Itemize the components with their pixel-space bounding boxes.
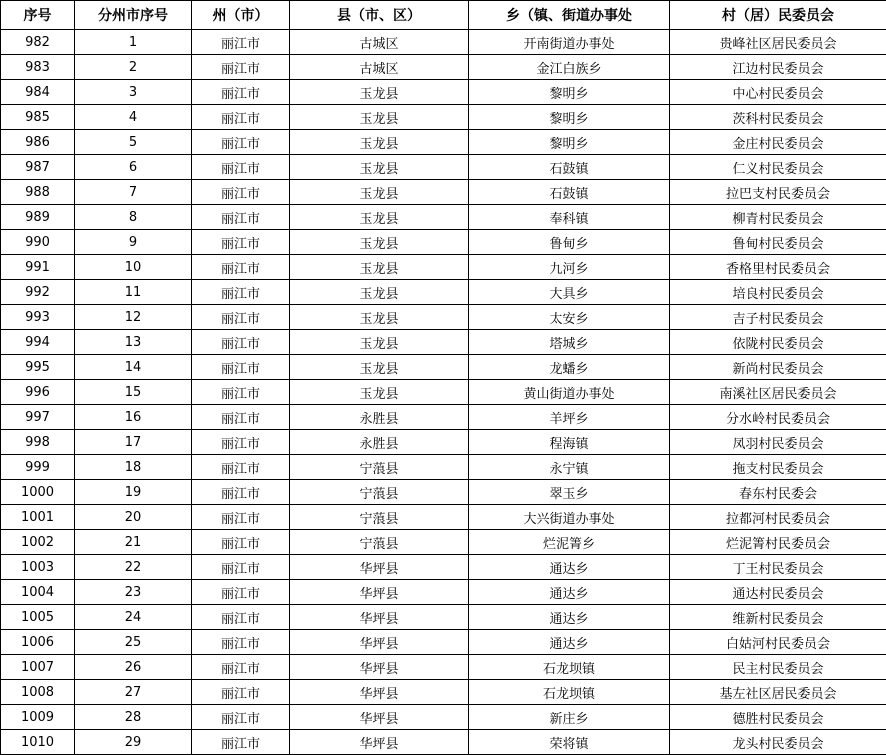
county-cell: 宁蒗县: [290, 530, 469, 555]
village-committee-cell: 维新村民委员会: [670, 605, 886, 630]
prefecture-serial-cell: 5: [75, 130, 192, 155]
prefecture-serial-cell: 9: [75, 230, 192, 255]
prefecture-serial-cell: 14: [75, 355, 192, 380]
county-cell: 玉龙县: [290, 230, 469, 255]
serial-number-cell: 1003: [1, 555, 75, 580]
village-committee-cell: 中心村民委员会: [670, 80, 886, 105]
serial-number-cell: 983: [1, 55, 75, 80]
prefecture-cell: 丽江市: [192, 555, 290, 580]
township-cell: 荣将镇: [469, 730, 670, 755]
prefecture-serial-cell: 4: [75, 105, 192, 130]
table-row: [1, 330, 886, 355]
prefecture-serial-cell: 27: [75, 680, 192, 705]
county-cell: 永胜县: [290, 430, 469, 455]
serial-number-cell: 991: [1, 255, 75, 280]
prefecture-serial-cell: 3: [75, 80, 192, 105]
serial-number-cell: 1004: [1, 580, 75, 605]
prefecture-cell: 丽江市: [192, 280, 290, 305]
table-row: [1, 230, 886, 255]
serial-number-cell: 996: [1, 380, 75, 405]
village-committee-cell: 拉都河村民委员会: [670, 505, 886, 530]
township-cell: 黄山街道办事处: [469, 380, 670, 405]
table-row: [1, 455, 886, 480]
prefecture-cell: 丽江市: [192, 705, 290, 730]
township-cell: 通达乡: [469, 580, 670, 605]
village-committee-cell: 仁义村民委员会: [670, 155, 886, 180]
village-committee-cell: 德胜村民委员会: [670, 705, 886, 730]
township-cell: 太安乡: [469, 305, 670, 330]
prefecture-cell: 丽江市: [192, 605, 290, 630]
prefecture-serial-cell: 24: [75, 605, 192, 630]
township-cell: 烂泥箐乡: [469, 530, 670, 555]
prefecture-cell: 丽江市: [192, 680, 290, 705]
township-cell: 黎明乡: [469, 130, 670, 155]
prefecture-serial-cell: 23: [75, 580, 192, 605]
serial-number-cell: 985: [1, 105, 75, 130]
township-cell: 黎明乡: [469, 105, 670, 130]
prefecture-serial-cell: 1: [75, 30, 192, 55]
township-cell: 翠玉乡: [469, 480, 670, 505]
county-cell: 古城区: [290, 30, 469, 55]
prefecture-cell: 丽江市: [192, 230, 290, 255]
county-cell: 玉龙县: [290, 130, 469, 155]
serial-number-cell: 992: [1, 280, 75, 305]
table-row: [1, 30, 886, 55]
serial-number-cell: 994: [1, 330, 75, 355]
village-committee-cell: 依陇村民委员会: [670, 330, 886, 355]
county-cell: 宁蒗县: [290, 505, 469, 530]
township-cell: 黎明乡: [469, 80, 670, 105]
township-cell: 大兴街道办事处: [469, 505, 670, 530]
prefecture-cell: 丽江市: [192, 130, 290, 155]
township-cell: 塔城乡: [469, 330, 670, 355]
village-committee-cell: 香格里村民委员会: [670, 255, 886, 280]
prefecture-serial-cell: 22: [75, 555, 192, 580]
county-cell: 华坪县: [290, 655, 469, 680]
prefecture-serial-cell: 13: [75, 330, 192, 355]
prefecture-cell: 丽江市: [192, 205, 290, 230]
header-prefecture-serial-number: 分州市序号: [75, 1, 192, 30]
county-cell: 玉龙县: [290, 255, 469, 280]
prefecture-serial-cell: 18: [75, 455, 192, 480]
township-cell: 石鼓镇: [469, 155, 670, 180]
serial-number-cell: 997: [1, 405, 75, 430]
prefecture-serial-cell: 28: [75, 705, 192, 730]
table-row: [1, 655, 886, 680]
prefecture-serial-cell: 16: [75, 405, 192, 430]
serial-number-cell: 987: [1, 155, 75, 180]
serial-number-cell: 1002: [1, 530, 75, 555]
prefecture-serial-cell: 19: [75, 480, 192, 505]
county-cell: 玉龙县: [290, 380, 469, 405]
serial-number-cell: 1010: [1, 730, 75, 755]
prefecture-cell: 丽江市: [192, 330, 290, 355]
prefecture-serial-cell: 8: [75, 205, 192, 230]
table-row: [1, 180, 886, 205]
prefecture-serial-cell: 12: [75, 305, 192, 330]
serial-number-cell: 995: [1, 355, 75, 380]
serial-number-cell: 1000: [1, 480, 75, 505]
prefecture-cell: 丽江市: [192, 30, 290, 55]
township-cell: 金江白族乡: [469, 55, 670, 80]
township-cell: 奉科镇: [469, 205, 670, 230]
county-cell: 玉龙县: [290, 280, 469, 305]
prefecture-cell: 丽江市: [192, 405, 290, 430]
prefecture-cell: 丽江市: [192, 505, 290, 530]
county-cell: 华坪县: [290, 555, 469, 580]
serial-number-cell: 998: [1, 430, 75, 455]
serial-number-cell: 993: [1, 305, 75, 330]
table-row: [1, 580, 886, 605]
table-row: [1, 405, 886, 430]
serial-number-cell: 990: [1, 230, 75, 255]
village-committee-cell: 南溪社区居民委员会: [670, 380, 886, 405]
village-committee-cell: 烂泥箐村民委员会: [670, 530, 886, 555]
county-cell: 华坪县: [290, 730, 469, 755]
prefecture-serial-cell: 11: [75, 280, 192, 305]
prefecture-serial-cell: 21: [75, 530, 192, 555]
village-committee-cell: 培良村民委员会: [670, 280, 886, 305]
serial-number-cell: 989: [1, 205, 75, 230]
prefecture-cell: 丽江市: [192, 355, 290, 380]
serial-number-cell: 984: [1, 80, 75, 105]
prefecture-cell: 丽江市: [192, 730, 290, 755]
village-committee-cell: 鲁甸村民委员会: [670, 230, 886, 255]
village-committee-cell: 新尚村民委员会: [670, 355, 886, 380]
village-committee-cell: 龙头村民委员会: [670, 730, 886, 755]
serial-number-cell: 999: [1, 455, 75, 480]
prefecture-cell: 丽江市: [192, 380, 290, 405]
prefecture-serial-cell: 2: [75, 55, 192, 80]
table-row: [1, 130, 886, 155]
serial-number-cell: 1001: [1, 505, 75, 530]
prefecture-serial-cell: 10: [75, 255, 192, 280]
prefecture-serial-cell: 6: [75, 155, 192, 180]
county-cell: 永胜县: [290, 405, 469, 430]
village-committee-cell: 吉子村民委员会: [670, 305, 886, 330]
county-cell: 玉龙县: [290, 205, 469, 230]
prefecture-cell: 丽江市: [192, 430, 290, 455]
township-cell: 鲁甸乡: [469, 230, 670, 255]
township-cell: 羊坪乡: [469, 405, 670, 430]
prefecture-cell: 丽江市: [192, 480, 290, 505]
table-row: [1, 680, 886, 705]
township-cell: 通达乡: [469, 630, 670, 655]
serial-number-cell: 1006: [1, 630, 75, 655]
header-serial-number: 序号: [1, 1, 75, 30]
county-cell: 玉龙县: [290, 105, 469, 130]
table-row: [1, 55, 886, 80]
village-committee-cell: 金庄村民委员会: [670, 130, 886, 155]
village-committee-cell: 春东村民委会: [670, 480, 886, 505]
prefecture-serial-cell: 26: [75, 655, 192, 680]
county-cell: 华坪县: [290, 630, 469, 655]
village-committee-cell: 分水岭村民委员会: [670, 405, 886, 430]
table-row: [1, 605, 886, 630]
county-cell: 玉龙县: [290, 180, 469, 205]
township-cell: 程海镇: [469, 430, 670, 455]
prefecture-cell: 丽江市: [192, 155, 290, 180]
table-row: [1, 205, 886, 230]
village-committee-cell: 通达村民委员会: [670, 580, 886, 605]
serial-number-cell: 986: [1, 130, 75, 155]
county-cell: 玉龙县: [290, 330, 469, 355]
township-cell: 石鼓镇: [469, 180, 670, 205]
county-cell: 玉龙县: [290, 155, 469, 180]
table-row: [1, 355, 886, 380]
township-cell: 石龙坝镇: [469, 655, 670, 680]
village-committee-cell: 茨科村民委员会: [670, 105, 886, 130]
prefecture-cell: 丽江市: [192, 305, 290, 330]
village-committee-cell: 拖支村民委员会: [670, 455, 886, 480]
table-row: [1, 80, 886, 105]
prefecture-serial-cell: 7: [75, 180, 192, 205]
prefecture-cell: 丽江市: [192, 55, 290, 80]
table-row: [1, 280, 886, 305]
county-cell: 华坪县: [290, 580, 469, 605]
prefecture-cell: 丽江市: [192, 455, 290, 480]
township-cell: 永宁镇: [469, 455, 670, 480]
header-row: [1, 1, 886, 30]
township-cell: 龙蟠乡: [469, 355, 670, 380]
prefecture-cell: 丽江市: [192, 105, 290, 130]
township-cell: 开南街道办事处: [469, 30, 670, 55]
prefecture-cell: 丽江市: [192, 655, 290, 680]
prefecture-cell: 丽江市: [192, 180, 290, 205]
village-committee-cell: 贵峰社区居民委员会: [670, 30, 886, 55]
county-cell: 宁蒗县: [290, 455, 469, 480]
prefecture-cell: 丽江市: [192, 255, 290, 280]
village-committee-cell: 民主村民委员会: [670, 655, 886, 680]
county-cell: 玉龙县: [290, 305, 469, 330]
county-cell: 华坪县: [290, 705, 469, 730]
township-cell: 大具乡: [469, 280, 670, 305]
table-row: [1, 630, 886, 655]
village-committee-cell: 江边村民委员会: [670, 55, 886, 80]
township-cell: 通达乡: [469, 555, 670, 580]
serial-number-cell: 1009: [1, 705, 75, 730]
township-cell: 石龙坝镇: [469, 680, 670, 705]
table-row: [1, 155, 886, 180]
table-row: [1, 705, 886, 730]
county-cell: 宁蒗县: [290, 480, 469, 505]
county-cell: 玉龙县: [290, 355, 469, 380]
serial-number-cell: 988: [1, 180, 75, 205]
table-row: [1, 255, 886, 280]
county-cell: 古城区: [290, 55, 469, 80]
prefecture-serial-cell: 17: [75, 430, 192, 455]
prefecture-cell: 丽江市: [192, 580, 290, 605]
table-row: [1, 555, 886, 580]
village-committee-cell: 白姑河村民委员会: [670, 630, 886, 655]
township-cell: 新庄乡: [469, 705, 670, 730]
village-committee-cell: 拉巴支村民委员会: [670, 180, 886, 205]
table-row: [1, 505, 886, 530]
prefecture-cell: 丽江市: [192, 80, 290, 105]
serial-number-cell: 982: [1, 30, 75, 55]
table-row: [1, 480, 886, 505]
prefecture-serial-cell: 15: [75, 380, 192, 405]
table-row: [1, 380, 886, 405]
serial-number-cell: 1007: [1, 655, 75, 680]
prefecture-serial-cell: 25: [75, 630, 192, 655]
table-row: [1, 430, 886, 455]
header-county: 县（市、区）: [290, 1, 469, 30]
county-cell: 华坪县: [290, 605, 469, 630]
table-row: [1, 305, 886, 330]
serial-number-cell: 1008: [1, 680, 75, 705]
prefecture-serial-cell: 29: [75, 730, 192, 755]
prefecture-cell: 丽江市: [192, 530, 290, 555]
village-committee-cell: 凤羽村民委员会: [670, 430, 886, 455]
header-township: 乡（镇、街道办事处: [469, 1, 670, 30]
township-cell: 通达乡: [469, 605, 670, 630]
table-row: [1, 530, 886, 555]
township-cell: 九河乡: [469, 255, 670, 280]
serial-number-cell: 1005: [1, 605, 75, 630]
prefecture-cell: 丽江市: [192, 630, 290, 655]
village-committee-cell: 基左社区居民委员会: [670, 680, 886, 705]
prefecture-serial-cell: 20: [75, 505, 192, 530]
village-committee-cell: 柳青村民委员会: [670, 205, 886, 230]
county-cell: 玉龙县: [290, 80, 469, 105]
county-cell: 华坪县: [290, 680, 469, 705]
header-prefecture: 州（市）: [192, 1, 290, 30]
header-village-committee: 村（居）民委员会: [670, 1, 886, 30]
table-row: [1, 105, 886, 130]
village-committee-cell: 丁王村民委员会: [670, 555, 886, 580]
